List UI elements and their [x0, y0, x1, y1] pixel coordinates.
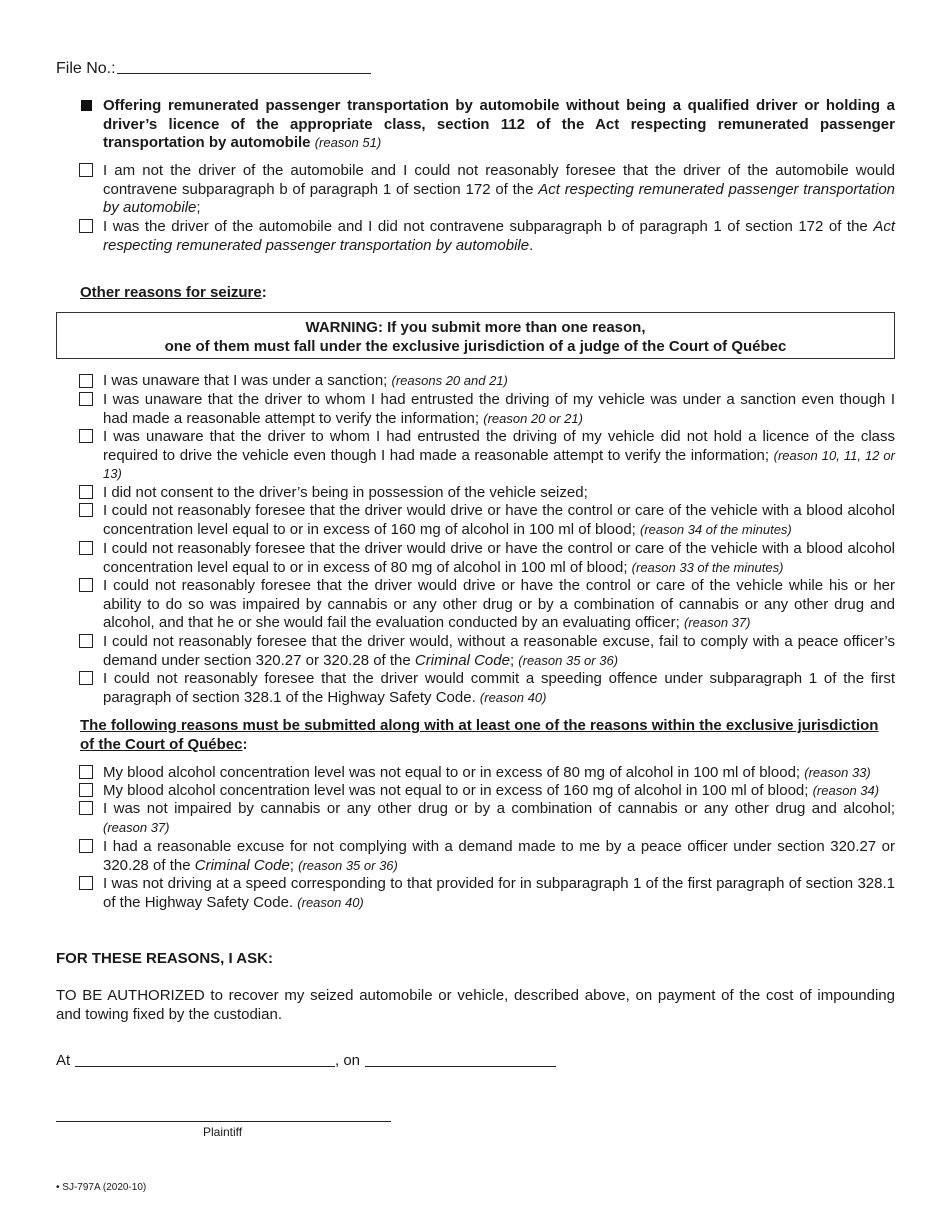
reason-6-checkbox[interactable] [79, 541, 93, 555]
reason2-1-checkbox[interactable] [79, 765, 93, 779]
reason2-2-checkbox[interactable] [79, 783, 93, 797]
ask-body: TO BE AUTHORIZED to recover my seized automobile or vehicle, described above, on payment of the cost of impounding and towing fixed by the custodian. [56, 987, 895, 1023]
offence-option-1-text: I am not the driver of the automobile and I could not reasonably foresee that the driver of the automobile would contravene subparagraph b of paragraph 1 of section 172 of the Act respecting remunerated passenger transportation by automobile; [103, 162, 896, 217]
following-reasons-heading: The following reasons must be submitted along with at least one of the reasons within the exclusive jurisdiction of the Court of Québec: [80, 717, 879, 753]
reason2-3-text: I was not impaired by cannabis or any other drug or by a combination of cannabis or any other drug and alcohol; (reason 37) [103, 800, 895, 835]
reason-3-checkbox[interactable] [79, 429, 93, 443]
reason2-5-text: I was not driving at a speed corresponding to that provided for in subparagraph 1 of the first paragraph of section 328.1 of the Highway Safety Code. (reason 40) [103, 875, 895, 911]
offence-option-2-text: I was the driver of the automobile and I did not contravene subparagraph b of paragraph 1 of section 172 of the Act respecting remunerated passenger transportation by automobile. [103, 218, 895, 254]
reason-2-text: I was unaware that the driver to whom I had entrusted the driving of my vehicle was under a sanction even though I had made a reasonable attempt to verify the information; (reason 20 or 21) [103, 391, 895, 427]
offence-title: Offering remunerated passenger transportation by automobile without being a qualified driver or holding a driver’s licence of the appropriate class, section 112 of the Act respecting remunerated passenger transportation by automobile (reason 51) [103, 97, 895, 152]
reason-7-text: I could not reasonably foresee that the driver would drive or have the control or care of the vehicle while his or her ability to do so was impaired by cannabis or any other drug or by a combination of cannabis or any other drug and alcohol, and that he or she would fail the evaluation conducted by an evaluating officer; (reason 37) [103, 577, 895, 632]
plaintiff-label: Plaintiff [203, 1125, 243, 1139]
date-field[interactable] [365, 1066, 556, 1067]
offence-option-1-checkbox[interactable] [79, 163, 93, 177]
reason-1-checkbox[interactable] [79, 374, 93, 388]
file-no-field[interactable] [117, 73, 371, 74]
on-label: , on [335, 1052, 361, 1069]
reason-9-text: I could not reasonably foresee that the driver would commit a speeding offence under subparagraph 1 of the first paragraph of section 328.1 of the Highway Safety Code. (reason 40) [103, 670, 895, 706]
plaintiff-signature-field[interactable] [56, 1121, 391, 1122]
at-place-field[interactable] [75, 1066, 335, 1067]
reason2-4-checkbox[interactable] [79, 839, 93, 853]
reason-5-checkbox[interactable] [79, 503, 93, 517]
form-code: • SJ-797A (2020-10) [56, 1182, 147, 1193]
file-no-label: File No.: [56, 60, 116, 77]
reason-3-text: I was unaware that the driver to whom I had entrusted the driving of my vehicle did not hold a licence of the class required to drive the vehicle even though I had made a reasonable attempt to verify the information; (reason 10, 11, 12 or 13) [103, 428, 895, 482]
reason2-5-checkbox[interactable] [79, 876, 93, 890]
warning-box [56, 312, 895, 359]
reason-5-text: I could not reasonably foresee that the driver would drive or have the control or care of the vehicle with a blood alcohol concentration level equal to or in excess of 160 mg of alcohol in 100 ml of blood; (reason 34 of the minutes) [103, 502, 895, 538]
warning-line-2: one of them must fall under the exclusive jurisdiction of a judge of the Court of Québec [164, 338, 787, 355]
reason2-2-text: My blood alcohol concentration level was not equal to or in excess of 160 mg of alcohol in 100 ml of blood; (reason 34) [103, 782, 880, 799]
reason2-3-checkbox[interactable] [79, 801, 93, 815]
at-label: At [56, 1052, 71, 1069]
reason-7-checkbox[interactable] [79, 578, 93, 592]
ask-heading: FOR THESE REASONS, I ASK: [56, 950, 273, 967]
reason-6-text: I could not reasonably foresee that the driver would drive or have the control or care of the vehicle with a blood alcohol concentration level equal to or in excess of 80 mg of alcohol in 100 ml of blood; (reason 33 of the minutes) [103, 540, 895, 576]
reason2-1-text: My blood alcohol concentration level was not equal to or in excess of 80 mg of alcohol in 100 ml of blood; (reason 33) [103, 764, 871, 781]
reason-1-text: I was unaware that I was under a sanction; (reasons 20 and 21) [103, 372, 508, 389]
reason-8-text: I could not reasonably foresee that the driver would, without a reasonable excuse, fail to comply with a peace officer’s demand under section 320.27 or 320.28 of the Criminal Code; (reason 35 or 36) [103, 633, 895, 669]
bullet-square-icon [81, 100, 92, 111]
offence-option-2-checkbox[interactable] [79, 219, 93, 233]
reason-8-checkbox[interactable] [79, 634, 93, 648]
other-reasons-heading: Other reasons for seizure: [80, 284, 267, 301]
reason-9-checkbox[interactable] [79, 671, 93, 685]
warning-line-1: WARNING: If you submit more than one reason, [305, 319, 646, 336]
reason-4-text: I did not consent to the driver’s being in possession of the vehicle seized; [103, 484, 588, 501]
reason-4-checkbox[interactable] [79, 485, 93, 499]
reason2-4-text: I had a reasonable excuse for not complying with a demand made to me by a peace officer under section 320.27 or 320.28 of the Criminal Code; (reason 35 or 36) [103, 838, 895, 874]
reason-2-checkbox[interactable] [79, 392, 93, 406]
